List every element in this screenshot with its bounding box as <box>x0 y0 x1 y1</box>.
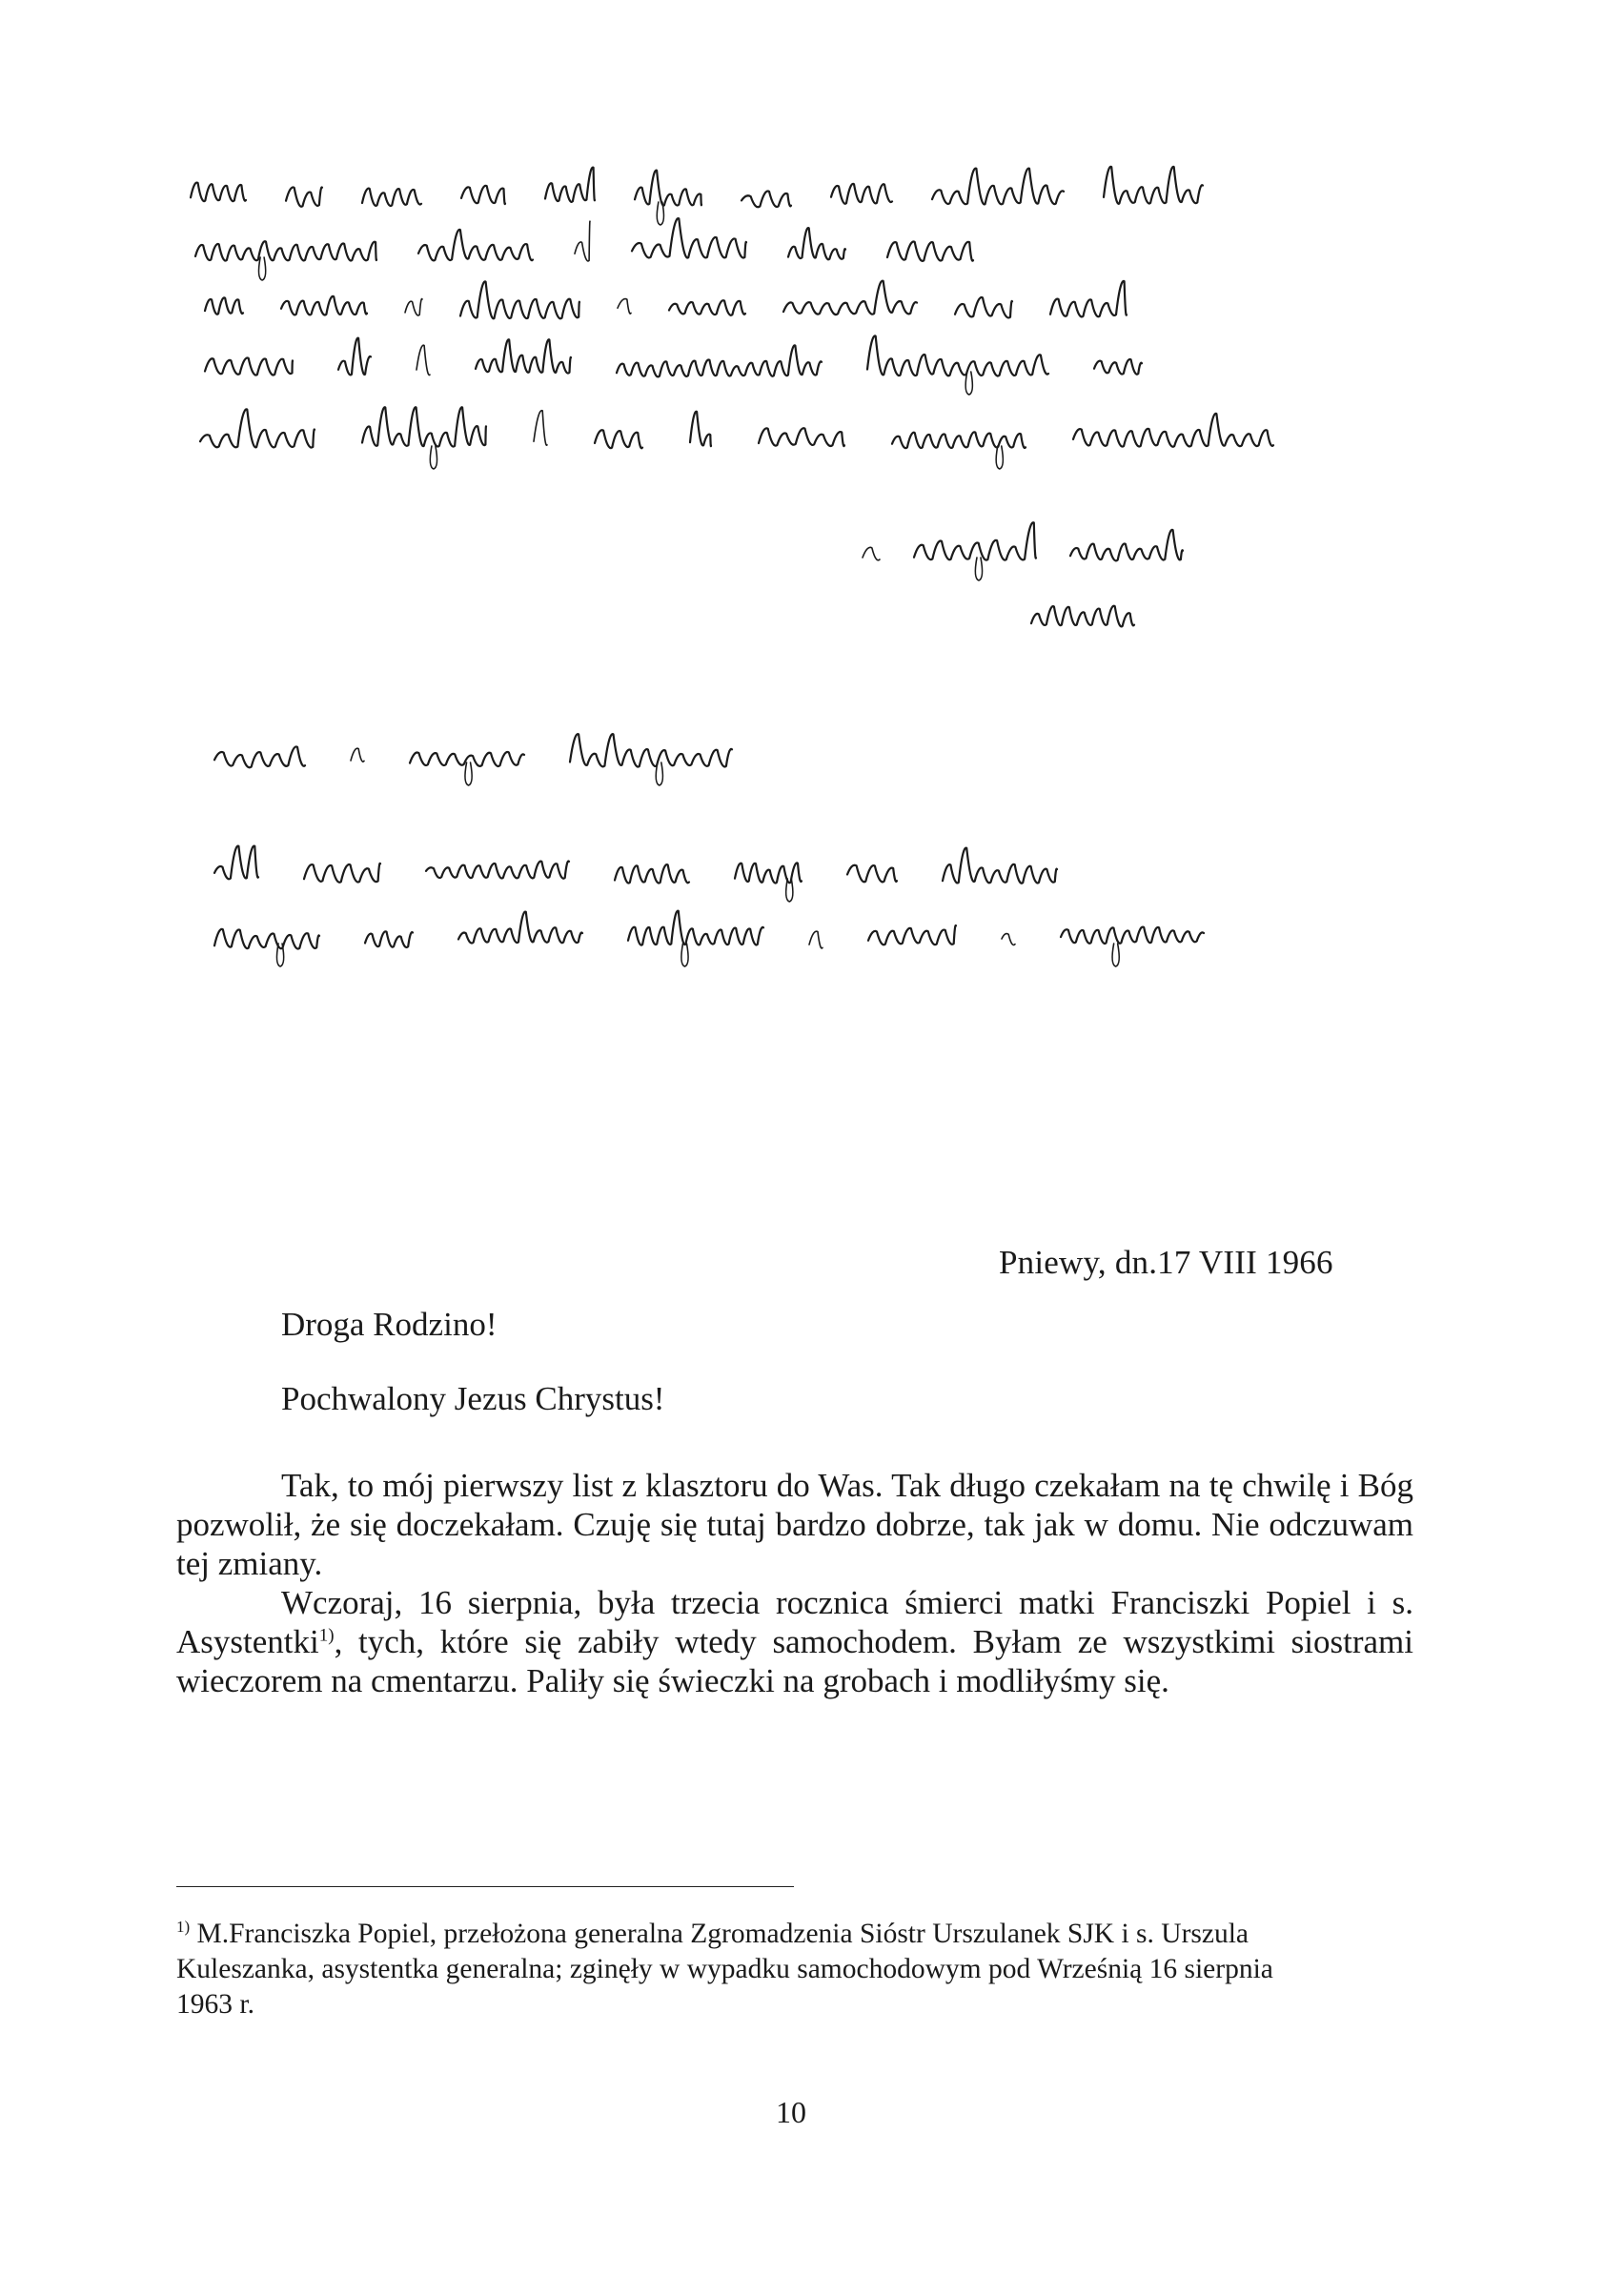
handwritten-word <box>286 187 322 206</box>
handwritten-word <box>690 412 711 446</box>
handwritten-word <box>426 862 569 879</box>
handwritten-word <box>892 432 1026 448</box>
footnote-marker: 1) <box>176 1918 191 1937</box>
handwritten-word <box>570 734 732 766</box>
footnote-text: M.Franciszka Popiel, przełożona generalna Zgromadzenia Sióstr Urszulanek SJK i s. Urszula Kuleszanka, asystentka generalna; zginęły w wypadku samochodowym pod Wrześnią 16 sierpnia 1963 r. <box>176 1919 1273 2020</box>
handwritten-word <box>759 428 844 446</box>
paragraph-2-text-a: Wczoraj, 16 sierpnia, była trzecia rocznica śmierci matki Franciszki Popiel i s. Asystentki <box>176 1584 1413 1660</box>
handwritten-word <box>545 168 595 202</box>
handwritten-word <box>351 748 364 762</box>
handwritten-word <box>863 547 880 559</box>
handwriting-line-4 <box>205 335 1142 395</box>
handwritten-word <box>205 357 293 375</box>
handwriting-line-6 <box>214 734 732 785</box>
handwritten-word <box>788 228 845 259</box>
handwritten-word <box>195 241 376 260</box>
handwritten-word <box>1050 281 1127 317</box>
paragraph-2-text-b: , tych, które się zabiły wtedy samochodem. Byłam ze wszystkimi siostrami wieczorem na cmentarzu. Paliły się świeczki na grobach i modliłyśmy się. <box>176 1623 1413 1699</box>
handwritten-word <box>214 929 319 949</box>
handwritten-word <box>214 746 305 767</box>
handwritten-descender <box>656 762 662 785</box>
handwritten-descender <box>996 446 1003 469</box>
handwritten-word <box>191 183 246 202</box>
handwritten-descender <box>1112 944 1119 966</box>
handwritten-descender <box>965 372 972 395</box>
handwritten-word <box>809 931 823 948</box>
handwriting-closing <box>863 522 1183 580</box>
handwritten-descender <box>975 558 982 580</box>
handwritten-word <box>783 281 917 315</box>
handwritten-word <box>914 522 1036 559</box>
handwritten-word <box>847 865 897 883</box>
handwritten-word <box>615 864 689 883</box>
handwritten-word <box>205 297 243 314</box>
handwritten-word <box>281 296 367 315</box>
handwritten-word <box>618 299 631 315</box>
footnote-divider <box>176 1886 794 1887</box>
handwritten-word <box>362 407 486 446</box>
handwriting-line-1 <box>191 167 1203 225</box>
handwritten-word <box>534 411 547 445</box>
handwritten-word <box>1104 167 1203 204</box>
footnote-reference: 1) <box>318 1625 335 1646</box>
handwritten-word <box>831 184 892 204</box>
handwritten-word <box>1002 934 1015 945</box>
handwritten-word <box>418 230 533 260</box>
handwritten-word <box>338 338 371 376</box>
handwritten-word <box>362 189 421 206</box>
handwritten-word <box>458 912 582 944</box>
handwritten-word <box>460 281 579 318</box>
salutation-greeting: Pochwalony Jezus Chrystus! <box>281 1380 665 1417</box>
letter-body <box>176 1466 1413 1700</box>
handwritten-word <box>669 300 745 315</box>
salutation-family: Droga Rodzino! <box>281 1306 498 1343</box>
footnote <box>176 1917 1291 2022</box>
handwritten-descender <box>681 944 688 966</box>
handwritten-word <box>405 299 422 315</box>
handwriting-line-3 <box>205 281 1127 319</box>
handwriting-line-2 <box>195 218 973 280</box>
handwritten-note <box>0 0 1605 1067</box>
handwritten-word <box>214 846 258 880</box>
handwriting-line-7 <box>214 846 1057 902</box>
handwritten-word <box>461 186 505 204</box>
handwritten-word <box>1031 606 1134 627</box>
handwritten-word <box>1061 927 1204 944</box>
place-date: Pniewy, dn.17 VIII 1966 <box>999 1244 1333 1281</box>
handwritten-word <box>1070 530 1183 560</box>
handwritten-word <box>887 242 973 261</box>
handwritten-word <box>932 169 1064 205</box>
handwritten-word <box>1094 359 1142 375</box>
handwritten-descender <box>465 762 472 785</box>
handwritten-word <box>955 297 1012 317</box>
handwriting-signature <box>1031 606 1134 627</box>
letter-paragraph-2 <box>176 1583 1413 1700</box>
handwritten-word <box>632 218 746 257</box>
handwritten-word <box>867 335 1048 376</box>
handwritten-word <box>575 221 590 261</box>
page-number: 10 <box>776 2095 806 2129</box>
handwritten-word <box>416 345 430 375</box>
handwritten-word <box>635 171 701 206</box>
handwritten-word <box>943 848 1057 884</box>
letter-paragraph-1: Tak, to mój pierwszy list z klasztoru do Was. Tak długo czekałam na tę chwilę i Bóg pozwolił, że się doczekałam. Czuję się tutaj bardzo dobrze, tak jak w domu. Nie odczuwam tej zmiany. <box>176 1467 1413 1582</box>
handwritten-descender <box>657 202 663 225</box>
handwritten-word <box>365 931 413 947</box>
handwritten-descender <box>258 257 265 280</box>
handwritten-word <box>200 409 315 447</box>
handwriting-line-5 <box>200 407 1273 469</box>
handwritten-descender <box>430 446 437 469</box>
handwritten-word <box>595 430 642 448</box>
handwritten-word <box>476 339 571 373</box>
handwritten-word <box>617 345 822 376</box>
handwritten-word <box>742 191 791 207</box>
handwritten-word <box>628 911 763 945</box>
handwritten-word <box>1073 414 1273 447</box>
handwritten-word <box>304 864 380 883</box>
handwritten-word <box>868 925 956 945</box>
handwriting-line-8 <box>214 911 1204 966</box>
handwritten-descender <box>276 944 283 966</box>
